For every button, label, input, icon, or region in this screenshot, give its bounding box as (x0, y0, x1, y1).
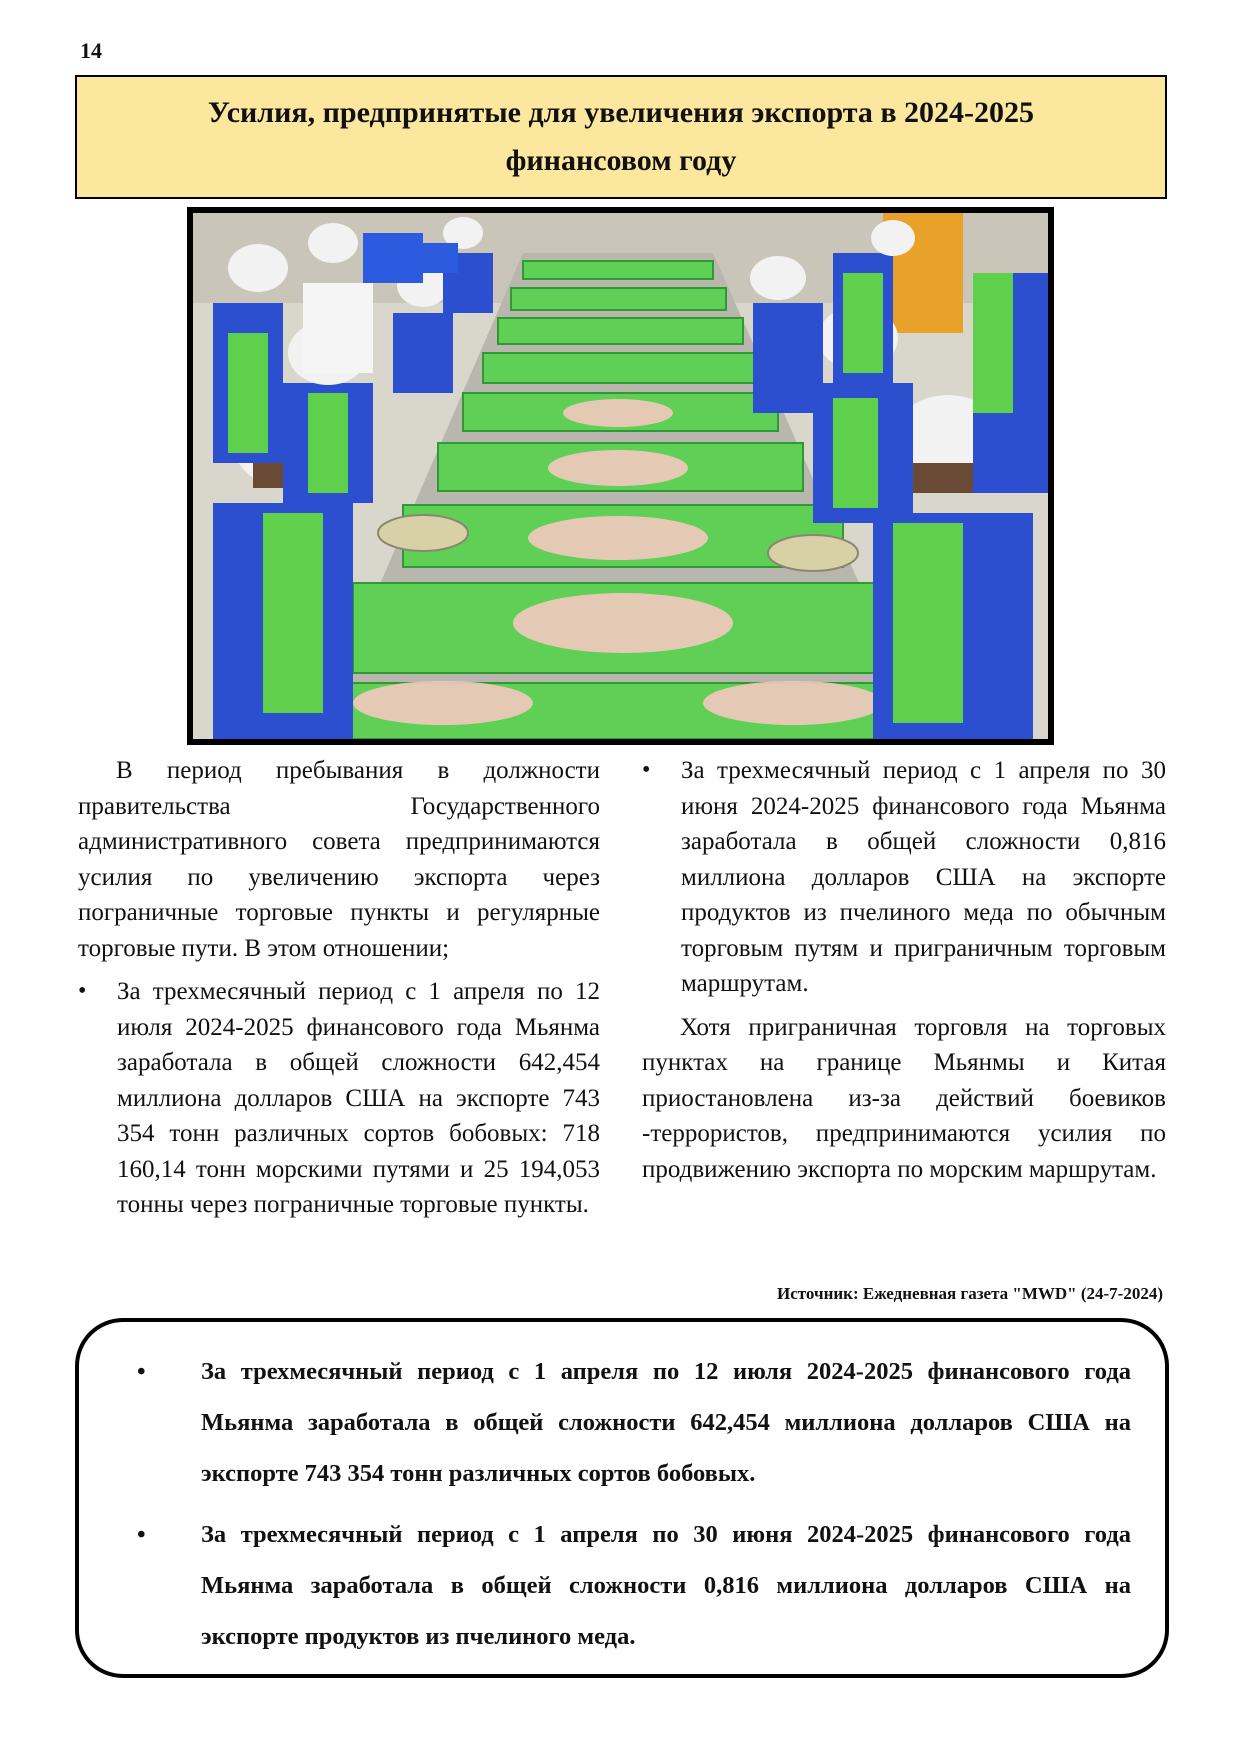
fish-processing-photo (187, 207, 1054, 745)
summary-list (137, 1346, 1131, 1662)
page-title: Усилия, предпринятые для увеличения экспорта в 2024-2025 финансовом году (207, 96, 1035, 177)
bullet-honey-export: • За трехмесячный период с 1 апреля по 30 июня 2024-2025 финансового года Мьянма заработала в общей сложности 0,816 миллиона долларов США на экспорте продуктов из пчелиного меда по обычным торговым путям и приграничным торговым маршрутам. (642, 753, 1166, 1002)
source-citation: Источник: Ежедневная газета "MWD" (24-7-2024) (777, 1284, 1163, 1303)
summary-box (75, 1318, 1169, 1678)
right-column (642, 753, 1166, 1195)
summary-item-beans: • За трехмесячный период с 1 апреля по 12 июля 2024-2025 финансового года Мьянма заработала в общей сложности 642,454 миллиона долларов США на экспорте 743 354 тонн различных сортов бобовых. (137, 1346, 1131, 1499)
summary-item-honey: • За трехмесячный период с 1 апреля по 30 июня 2024-2025 финансового года Мьянма заработала в общей сложности 0,816 миллиона долларов США на экспорте продуктов из пчелиного меда. (137, 1509, 1131, 1662)
right-bullet-list (642, 753, 1166, 1002)
intro-paragraph: В период пребывания в должности правительства Государственного административного совета предпринимаются усилия по увеличению экспорта через пограничные торговые пункты и регулярные торговые пути. В этом отношении; (78, 757, 600, 962)
border-trade-paragraph: Хотя приграничная торговля на торговых пунктах на границе Мьянмы и Китая приостановлена из-за действий боевиков -террористов, предпринимаются усилия по продвижению экспорта по морским маршрутам. (642, 1013, 1166, 1183)
bullet-beans-export: • За трехмесячный период с 1 апреля по 12 июля 2024-2025 финансового года Мьянма заработала в общей сложности 642,454 миллиона долларов США на экспорте 743 354 тонн различных сортов бобовых: 718 160,14 тонн морскими путями и 25 194,053 тонны через пограничные торговые пункты. (78, 974, 600, 1223)
left-bullet-list (78, 974, 600, 1223)
title-box (75, 75, 1167, 199)
page-number: 14 (80, 38, 102, 63)
left-column (78, 753, 600, 1231)
